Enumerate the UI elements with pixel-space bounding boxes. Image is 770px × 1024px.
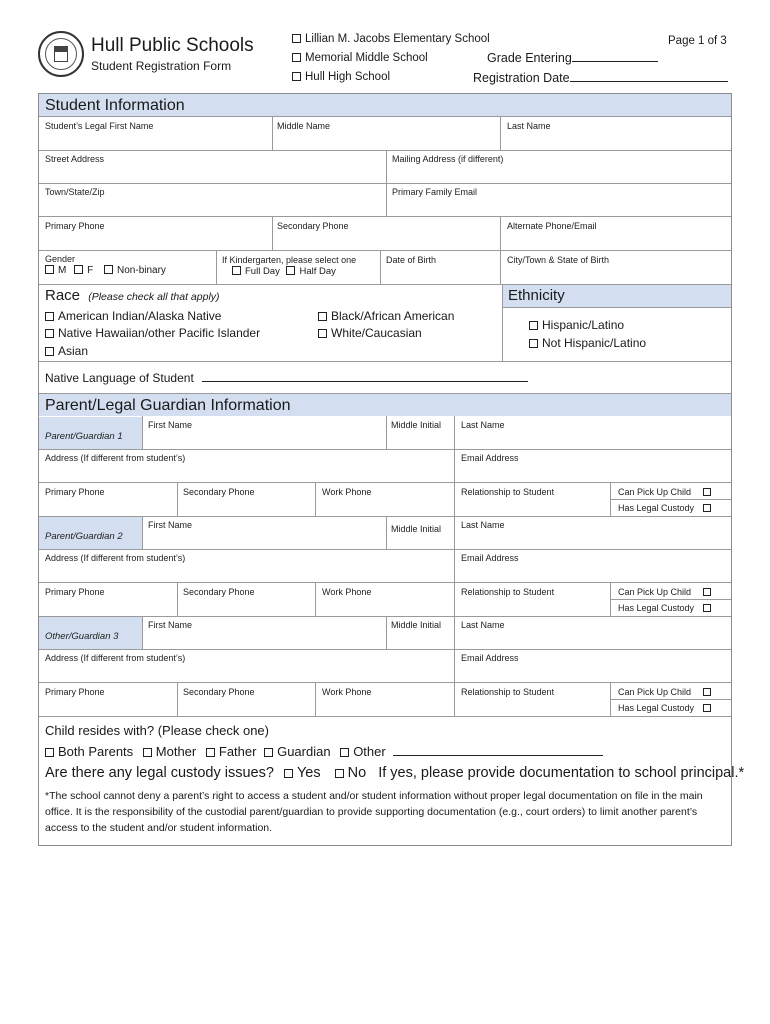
- guardian-relationship-field[interactable]: Relationship to Student: [461, 487, 555, 497]
- middle-name-field[interactable]: Middle Name: [277, 121, 331, 131]
- school-option-3[interactable]: Hull High School: [292, 71, 390, 83]
- guardian-secondary-phone-field[interactable]: Secondary Phone: [183, 587, 255, 597]
- legal-custody-checkbox[interactable]: [703, 604, 711, 612]
- race-option-black[interactable]: Black/African American: [318, 309, 454, 323]
- guardian-middle-initial-field[interactable]: Middle Initial: [391, 620, 442, 630]
- checkbox[interactable]: [292, 34, 301, 43]
- guardian-work-phone-field[interactable]: Work Phone: [322, 587, 372, 597]
- legal-custody-checkbox[interactable]: [703, 704, 711, 712]
- custody-yes-checkbox[interactable]: [284, 769, 293, 778]
- guardian-relationship-field[interactable]: Relationship to Student: [461, 687, 555, 697]
- gender-m-checkbox[interactable]: [45, 265, 54, 274]
- guardian-last-name-field[interactable]: Last Name: [461, 520, 505, 530]
- guardian-first-name-field[interactable]: First Name: [148, 420, 193, 430]
- legal-custody-checkbox[interactable]: [703, 504, 711, 512]
- district-name: Hull Public Schools: [91, 35, 254, 56]
- checkbox[interactable]: [292, 53, 301, 62]
- guardian-middle-initial-field[interactable]: Middle Initial: [391, 524, 442, 534]
- other-checkbox[interactable]: [340, 748, 349, 757]
- race-header: Race (Please check all that apply): [45, 287, 220, 304]
- guardian-last-name-field[interactable]: Last Name: [461, 420, 505, 430]
- race-option-white[interactable]: White/Caucasian: [318, 326, 422, 340]
- race-option-native-hawaiian[interactable]: Native Hawaiian/other Pacific Islander: [45, 326, 260, 340]
- guardian-label: Parent/Guardian 1: [45, 431, 123, 442]
- can-pick-up-checkbox[interactable]: [703, 588, 711, 596]
- kindergarten-label: If Kindergarten, please select one: [222, 255, 357, 265]
- guardian-first-name-field[interactable]: First Name: [148, 620, 193, 630]
- resides-with-options: Both Parents Mother Father Guardian Other: [45, 744, 603, 759]
- guardian-primary-phone-field[interactable]: Primary Phone: [45, 487, 105, 497]
- can-pick-up-option[interactable]: Can Pick Up Child: [618, 687, 711, 697]
- guardian-address-field[interactable]: Address (If different from student’s): [45, 453, 186, 463]
- street-address-field[interactable]: Street Address: [45, 154, 105, 164]
- full-day-checkbox[interactable]: [232, 266, 241, 275]
- guardian-secondary-phone-field[interactable]: Secondary Phone: [183, 487, 255, 497]
- race-option-asian[interactable]: Asian: [45, 344, 88, 358]
- race-option-american-indian[interactable]: American Indian/Alaska Native: [45, 309, 221, 323]
- student-info-header: Student Information: [39, 94, 731, 116]
- primary-phone-field[interactable]: Primary Phone: [45, 221, 105, 231]
- date-of-birth-field[interactable]: Date of Birth: [386, 255, 437, 265]
- half-day-checkbox[interactable]: [286, 266, 295, 275]
- kindergarten-options: Full Day Half Day: [232, 266, 336, 277]
- school-option-2[interactable]: Memorial Middle School: [292, 52, 428, 64]
- legal-custody-option[interactable]: Has Legal Custody: [618, 503, 711, 513]
- guardian-email-field[interactable]: Email Address: [461, 553, 519, 563]
- registration-date-field[interactable]: Registration Date: [473, 70, 728, 85]
- family-email-field[interactable]: Primary Family Email: [392, 187, 478, 197]
- guardian-primary-phone-field[interactable]: Primary Phone: [45, 687, 105, 697]
- guardian-work-phone-field[interactable]: Work Phone: [322, 487, 372, 497]
- checkbox[interactable]: [45, 312, 54, 321]
- custody-no-checkbox[interactable]: [335, 769, 344, 778]
- checkbox[interactable]: [45, 347, 54, 356]
- guardian-relationship-field[interactable]: Relationship to Student: [461, 587, 555, 597]
- secondary-phone-field[interactable]: Secondary Phone: [277, 221, 349, 231]
- checkbox[interactable]: [529, 339, 538, 348]
- gender-f-checkbox[interactable]: [74, 265, 83, 274]
- guardian-middle-initial-field[interactable]: Middle Initial: [391, 420, 442, 430]
- can-pick-up-checkbox[interactable]: [703, 488, 711, 496]
- father-checkbox[interactable]: [206, 748, 215, 757]
- guardian-last-name-field[interactable]: Last Name: [461, 620, 505, 630]
- custody-disclaimer: *The school cannot deny a parent’s right to access a student and/or student information without proper legal documentation on file in the main office. It is the responsibility of the custodial parent/guardian to provide supporting documentation (e.g., court orders) to limit another parent’s access to the student and/or student information.: [45, 790, 703, 834]
- guardian-address-field[interactable]: Address (If different from student’s): [45, 553, 186, 563]
- checkbox[interactable]: [318, 329, 327, 338]
- checkbox[interactable]: [292, 72, 301, 81]
- other-input[interactable]: [393, 744, 603, 756]
- page-number: Page 1 of 3: [668, 35, 727, 47]
- guardian-email-field[interactable]: Email Address: [461, 653, 519, 663]
- mailing-address-field[interactable]: Mailing Address (if different): [392, 154, 504, 164]
- ethnicity-option-not-hispanic[interactable]: Not Hispanic/Latino: [529, 336, 646, 350]
- birthplace-field[interactable]: City/Town & State of Birth: [507, 255, 610, 265]
- guardian-primary-phone-field[interactable]: Primary Phone: [45, 587, 105, 597]
- registration-form: [38, 93, 745, 846]
- guardian-first-name-field[interactable]: First Name: [148, 520, 193, 530]
- mother-checkbox[interactable]: [143, 748, 152, 757]
- guardian-label: Parent/Guardian 2: [45, 531, 123, 542]
- ethnicity-header: Ethnicity: [508, 287, 565, 304]
- gender-label: Gender: [45, 254, 76, 264]
- can-pick-up-checkbox[interactable]: [703, 688, 711, 696]
- gender-options: M F Non-binary: [45, 265, 166, 276]
- ethnicity-option-hispanic[interactable]: Hispanic/Latino: [529, 318, 624, 332]
- grade-entering-field[interactable]: Grade Entering: [487, 50, 658, 65]
- guardian-label: Other/Guardian 3: [45, 631, 119, 642]
- guardian-address-field[interactable]: Address (If different from student’s): [45, 653, 186, 663]
- checkbox[interactable]: [45, 329, 54, 338]
- can-pick-up-option[interactable]: Can Pick Up Child: [618, 487, 711, 497]
- legal-custody-option[interactable]: Has Legal Custody: [618, 703, 711, 713]
- native-language-field[interactable]: Native Language of Student: [45, 370, 528, 385]
- school-option-1[interactable]: Lillian M. Jacobs Elementary School: [292, 33, 490, 45]
- gender-nonbinary-checkbox[interactable]: [104, 265, 113, 274]
- guardian-email-field[interactable]: Email Address: [461, 453, 519, 463]
- guardian-work-phone-field[interactable]: Work Phone: [322, 687, 372, 697]
- form-title: Student Registration Form: [91, 59, 232, 73]
- guardian-info-header: Parent/Legal Guardian Information: [39, 394, 731, 416]
- first-name-field[interactable]: Student’s Legal First Name: [45, 121, 154, 131]
- alternate-phone-field[interactable]: Alternate Phone/Email: [507, 221, 597, 231]
- last-name-field[interactable]: Last Name: [507, 121, 551, 131]
- legal-custody-option[interactable]: Has Legal Custody: [618, 603, 711, 613]
- guardian-secondary-phone-field[interactable]: Secondary Phone: [183, 687, 255, 697]
- resides-with-question: Child resides with? (Please check one): [45, 723, 269, 738]
- checkbox[interactable]: [318, 312, 327, 321]
- guardian-checkbox[interactable]: [264, 748, 273, 757]
- checkbox[interactable]: [529, 321, 538, 330]
- school-seal-logo: [38, 31, 84, 77]
- custody-question-line: Are there any legal custody issues? Yes No If yes, please provide documentation to school principal.*: [45, 765, 745, 781]
- can-pick-up-option[interactable]: Can Pick Up Child: [618, 587, 711, 597]
- town-state-zip-field[interactable]: Town/State/Zip: [45, 187, 105, 197]
- both-parents-checkbox[interactable]: [45, 748, 54, 757]
